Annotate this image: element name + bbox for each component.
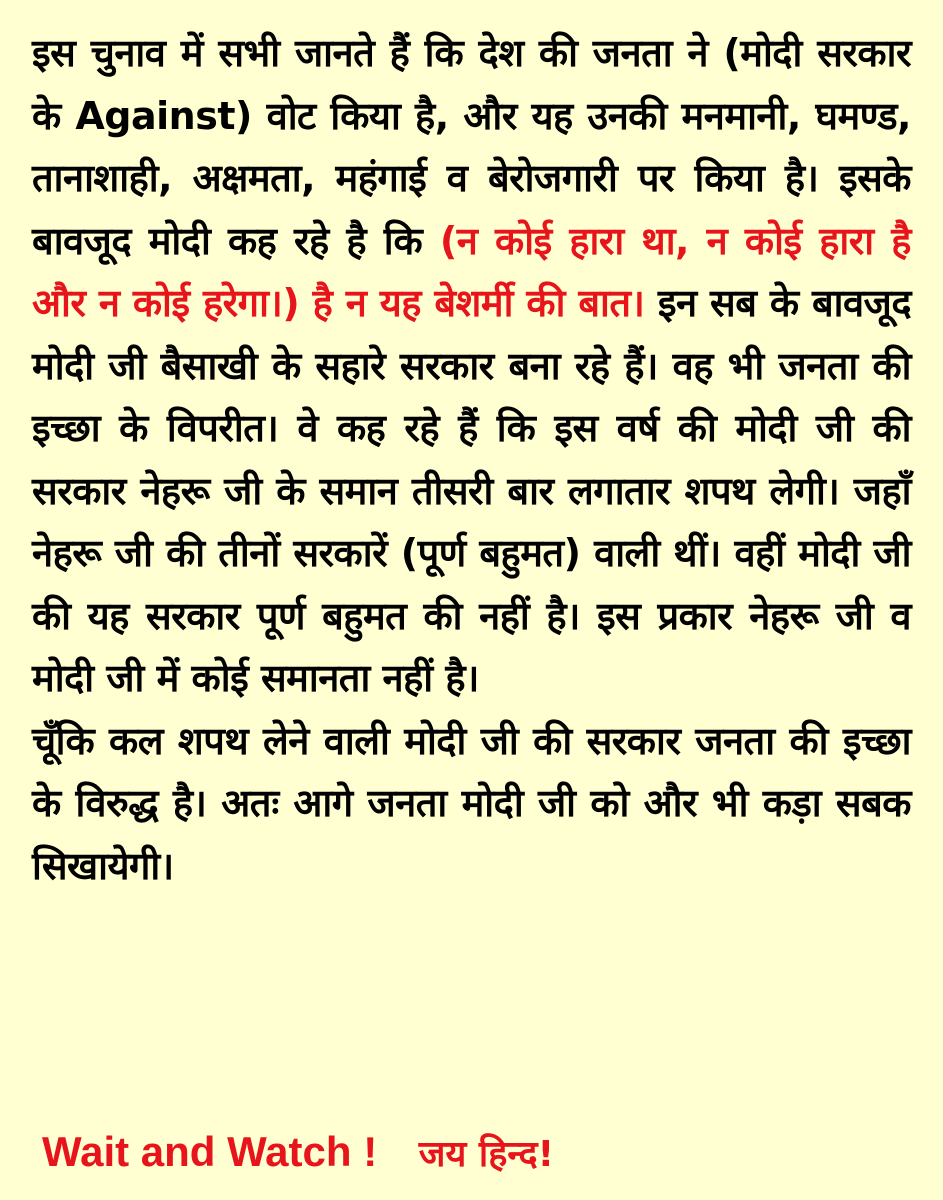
wait-and-watch-slogan: Wait and Watch ! <box>42 1128 378 1175</box>
jai-hind-slogan: जय हिन्द! <box>418 1134 555 1175</box>
paragraph-main-text: इस चुनाव में सभी जानते हैं कि देश की जनता ने (मोदी सरकार के Against) वोट किया है, और यह उनकी मनमानी, घमण्ड, तानाशाही, अक्षमता, महंगाई व बेरोजगारी पर किया है। इसके बावजूद मोदी कह रहे है कि <box>32 31 911 263</box>
paragraph-conclusion: चूँकि कल शपथ लेने वाली मोदी जी की सरकार जनता की इच्छा के विरुद्ध है। अतः आगे जनता मोदी जी को और भी कड़ा सबक सिखायेगी। <box>32 718 911 888</box>
footer-slogans <box>42 1128 554 1177</box>
highlighted-quote: (न कोई हारा था, न कोई हारा है और न कोई हरेगा।) है न यह बेशर्मी की बात। <box>32 218 911 325</box>
paragraph-main <box>32 22 911 710</box>
paragraph-main-continuation: इन सब के बावजूद मोदी जी बैसाखी के सहारे सरकार बना रहे हैं। वह भी जनता की इच्छा के विपरीत। वे कह रहे हैं कि इस वर्ष की मोदी जी की सरकार नेहरू जी के समान तीसरी बार लगातार शपथ लेगी। जहाँ नेहरू जी की तीनों सरकारें (पूर्ण बहुमत) वाली थीं। वहीं मोदी जी की यह सरकार पूर्ण बहुमत की नहीं है। इस प्रकार नेहरू जी व मोदी जी में कोई समानता नहीं है। <box>32 281 912 700</box>
